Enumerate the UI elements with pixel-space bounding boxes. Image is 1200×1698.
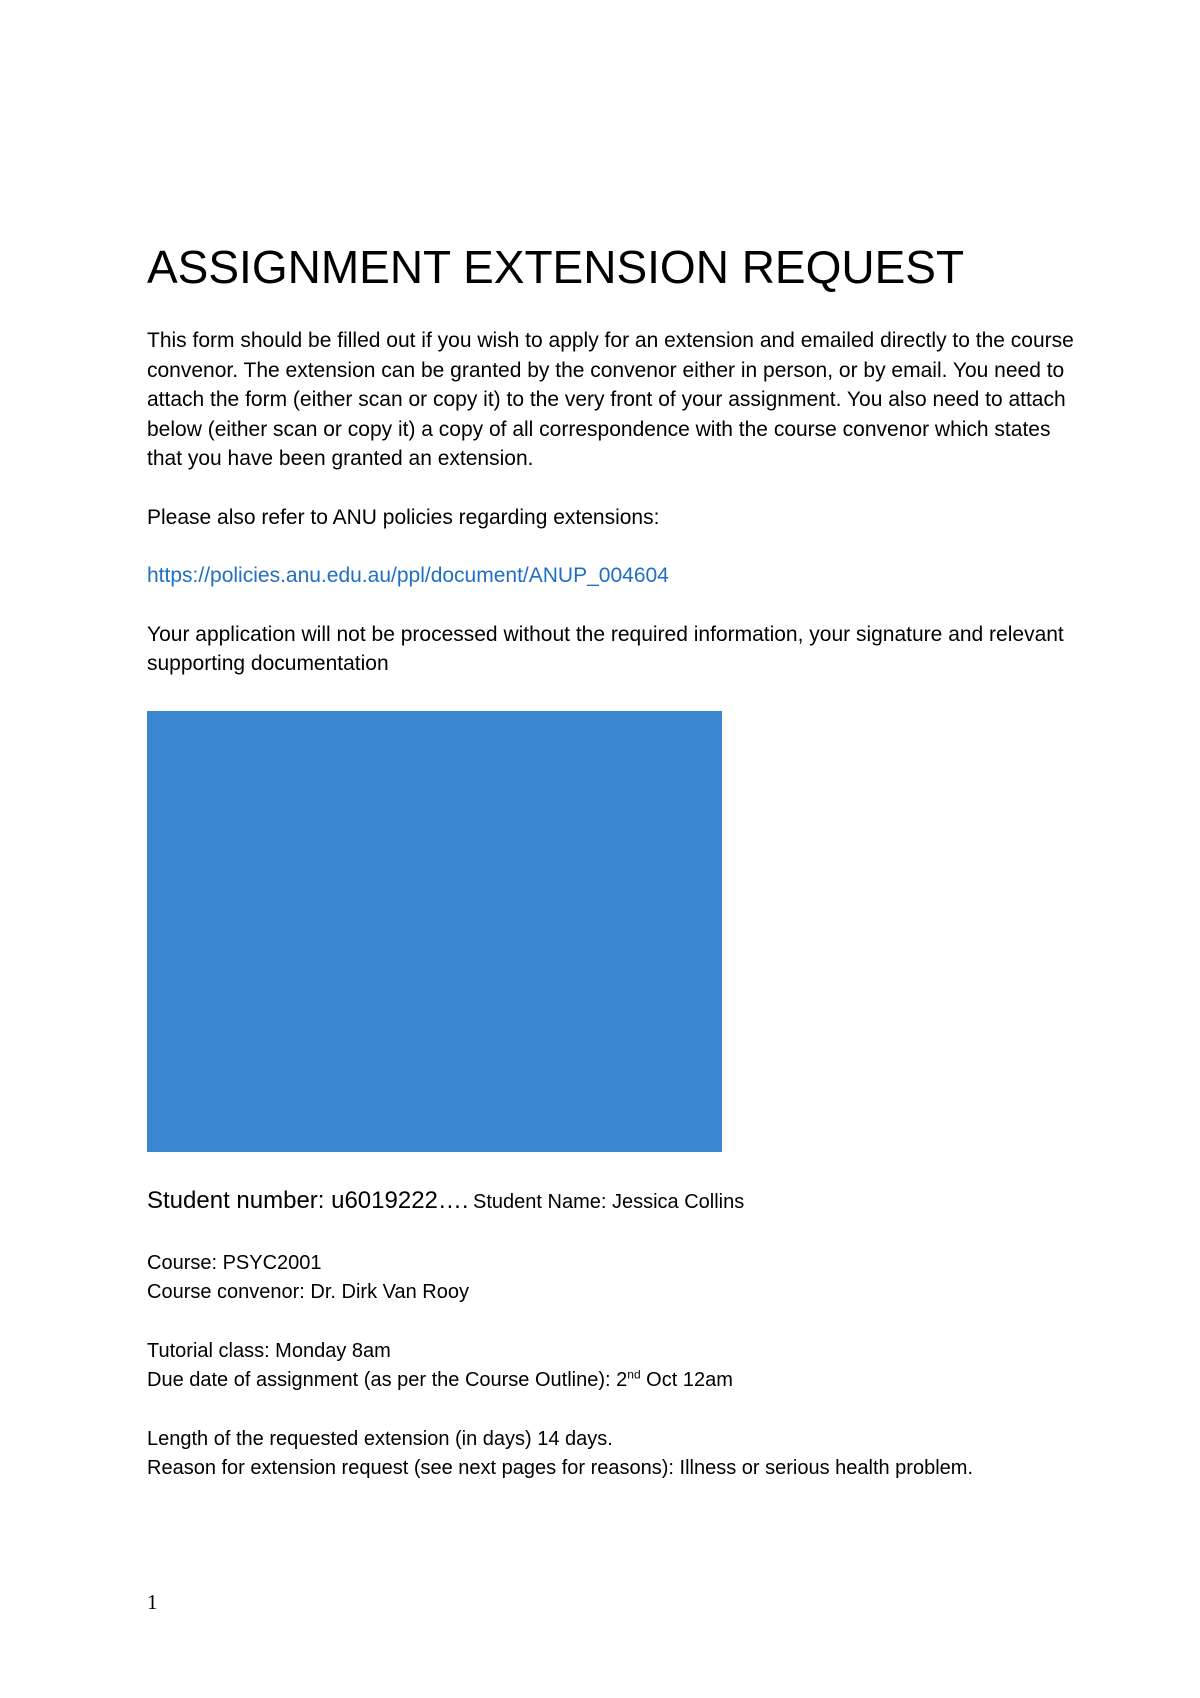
student-name: Student Name: Jessica Collins	[473, 1190, 745, 1213]
document-title: ASSIGNMENT EXTENSION REQUEST	[147, 241, 965, 293]
policy-link[interactable]: https://policies.anu.edu.au/ppl/document/ANUP_004604	[147, 564, 669, 587]
page-number: 1	[147, 1590, 158, 1614]
student-info-line	[147, 1185, 1087, 1220]
intro-paragraph: This form should be filled out if you wish to apply for an extension and emailed directly to the course convenor. The extension can be granted by the convenor either in person, or by email. You need to attach the form (either scan or copy it) to the very front of your assignment. You also need to attach below (either scan or copy it) a copy of all correspondence with the course convenor which states that you have been granted an extension.	[147, 329, 1074, 470]
due-date-superscript: nd	[627, 1367, 641, 1382]
student-number: Student number: u6019222….	[147, 1186, 469, 1214]
length-field: Length of the requested extension (in days) 14 days.	[147, 1427, 613, 1450]
convenor-field: Course convenor: Dr. Dirk Van Rooy	[147, 1281, 469, 1303]
redacted-image-block	[147, 711, 722, 1152]
due-date-prefix: Due date of assignment (as per the Course Outline): 2	[147, 1369, 628, 1391]
policy-link-paragraph	[147, 561, 1087, 591]
due-date-field	[147, 1366, 1087, 1396]
due-date-suffix: Oct 12am	[640, 1369, 733, 1391]
course-field: Course: PSYC2001	[147, 1251, 322, 1274]
tutorial-field: Tutorial class: Monday 8am	[147, 1339, 391, 1362]
reason-field: Reason for extension request (see next pages for reasons): Illness or serious health problem.	[147, 1457, 973, 1479]
warning-paragraph: Your application will not be processed without the required information, your signature and relevant supporting documentation	[147, 622, 1064, 675]
document-content	[147, 238, 1087, 1484]
policy-reference: Please also refer to ANU policies regarding extensions:	[147, 505, 660, 529]
